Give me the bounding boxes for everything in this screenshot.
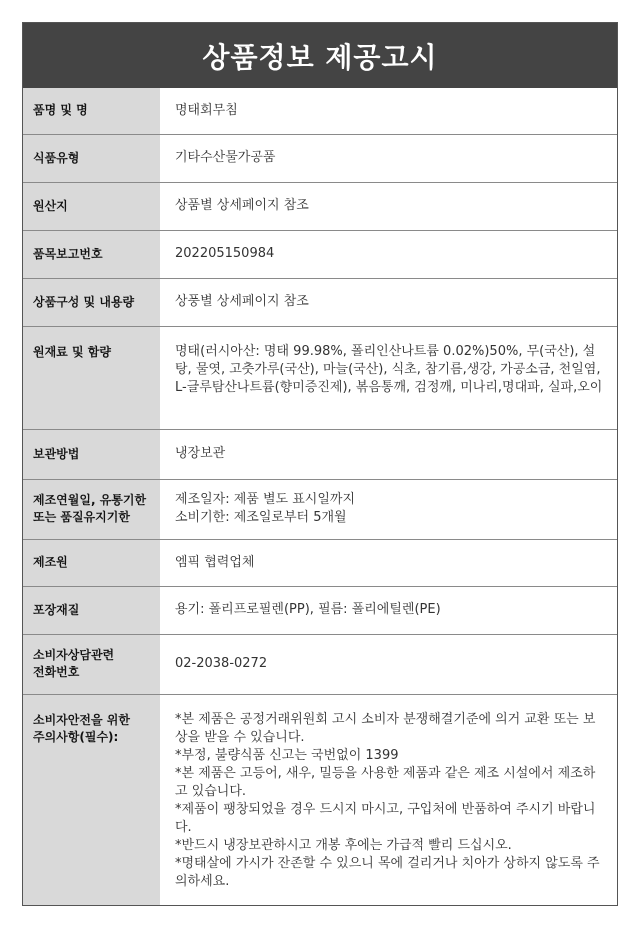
row-label: 소비자상담관련 전화번호 [23, 634, 160, 694]
row-value: 202205150984 [160, 230, 617, 278]
row-value: 02-2038-0272 [160, 634, 617, 694]
row-label: 원재료 및 함량 [23, 326, 160, 429]
row-label: 소비자안전을 위한 주의사항(필수): [23, 694, 160, 905]
table-row [23, 479, 617, 539]
row-label: 식품유형 [23, 134, 160, 182]
row-label: 품목보고번호 [23, 230, 160, 278]
row-value: 엠픽 협력업체 [160, 539, 617, 586]
table-row [23, 634, 617, 694]
table-row [23, 182, 617, 230]
table-row [23, 278, 617, 326]
row-value: *본 제품은 공정거래위원회 고시 소비자 분쟁해결기준에 의거 교환 또는 보상을 받을 수 있습니다. *부정, 불량식품 신고는 국번없이 1399 *본 제품은 고등어, 새우, 밀등을 사용한 제품과 같은 제조 시설에서 제조하고 있습니다. *제품이 팽창되었을 경우 드시지 마시고, 구입처에 반품하여 주시기 바랍니다. *반드시 냉장보관하시고 개봉 후에는 가급적 빨리 드십시오. *명태살에 가시가 잔존할 수 있으니 목에 걸리거나 치아가 상하지 않도록 주의하세요. [160, 694, 617, 905]
row-label: 제조원 [23, 539, 160, 586]
row-label: 보관방법 [23, 429, 160, 479]
table-row [23, 429, 617, 479]
table-row [23, 88, 617, 134]
row-label: 제조연월일, 유통기한 또는 품질유지기한 [23, 479, 160, 539]
row-value: 상풍별 상세페이지 참조 [160, 278, 617, 326]
row-label: 원산지 [23, 182, 160, 230]
table-row [23, 694, 617, 905]
row-value: 기타수산물가공품 [160, 134, 617, 182]
title-bar [23, 23, 617, 88]
product-info-notice-card [22, 22, 618, 906]
row-label: 상품구성 및 내용량 [23, 278, 160, 326]
table-row [23, 586, 617, 634]
page-title: 상품정보 제공고시 [202, 40, 438, 74]
row-value: 상품별 상세페이지 참조 [160, 182, 617, 230]
product-info-table [23, 88, 617, 905]
table-row [23, 134, 617, 182]
row-value: 냉장보관 [160, 429, 617, 479]
row-value: 용기: 폴리프로필렌(PP), 필름: 폴리에틸렌(PE) [160, 586, 617, 634]
row-value: 명태(러시아산: 명태 99.98%, 폴리인산나트륨 0.02%)50%, 무(국산), 설탕, 물엿, 고춧가루(국산), 마늘(국산), 식초, 참기름,생강, 가공소금, 천일염, L-글루탐산나트륨(향미증진제), 볶음통깨, 검정깨, 미나리,명대파, 실파,오이 [160, 326, 617, 429]
row-value: 제조일자: 제품 별도 표시일까지 소비기한: 제조일로부터 5개월 [160, 479, 617, 539]
table-row [23, 230, 617, 278]
row-label: 품명 및 명 [23, 88, 160, 134]
row-value: 명태회무침 [160, 88, 617, 134]
row-label: 포장재질 [23, 586, 160, 634]
table-row [23, 539, 617, 586]
table-row [23, 326, 617, 429]
